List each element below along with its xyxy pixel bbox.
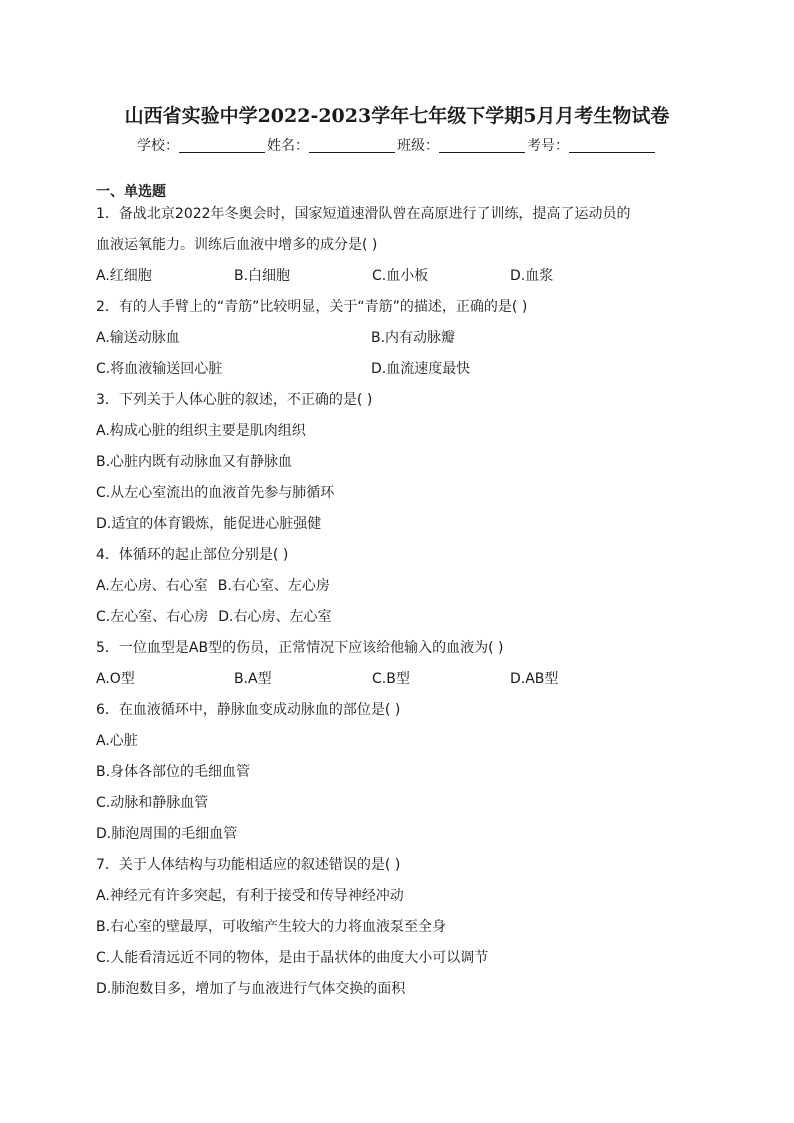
question-4-options-row-2: [96, 604, 706, 635]
question-6-stem: 6．在血液循环中，静脉血变成动脉血的部位是( ): [96, 702, 401, 718]
section-heading: 一、单选题: [96, 184, 166, 200]
question-5-option-d: D.AB型: [510, 671, 559, 687]
exam-number-blank[interactable]: [569, 136, 655, 153]
question-5-option-b: B.A型: [234, 671, 272, 687]
question-5-stem: 5．一位血型是AB型的伤员，正常情况下应该给他输入的血液为( ): [96, 640, 504, 656]
class-blank[interactable]: [439, 136, 525, 153]
school-label: 学校：: [137, 138, 179, 154]
question-2-option-d: D.血流速度最快: [371, 361, 471, 377]
question-3-option-d: D.适宜的体育锻炼，能促进心脏强健: [96, 516, 322, 532]
question-5-option-a: A.O型: [96, 671, 135, 687]
question-list: [96, 201, 706, 1007]
question-4-options-row-1: [96, 573, 706, 604]
question-3-option-c: C.从左心室流出的血液首先参与肺循环: [96, 485, 335, 501]
question-3-option-b: B.心脏内既有动脉血又有静脉血: [96, 454, 293, 470]
exam-number-label: 考号：: [527, 138, 569, 154]
question-5-options: [96, 666, 706, 697]
question-7-option-d: D.肺泡数目多，增加了与血液进行气体交换的面积: [96, 981, 406, 997]
question-2-stem: 2．有的人手臂上的“青筋”比较明显，关于“青筋”的描述，正确的是( ): [96, 299, 528, 315]
name-blank[interactable]: [309, 136, 395, 153]
question-1-option-a: A.红细胞: [96, 268, 152, 284]
question-4-option-a: A.左心房、右心室: [96, 578, 208, 594]
question-7-option-c: C.人能看清远近不同的物体，是由于晶状体的曲度大小可以调节: [96, 950, 489, 966]
question-1-option-c: C.血小板: [372, 268, 429, 284]
school-field: [137, 135, 267, 157]
question-6-option-d: D.肺泡周围的毛细血管: [96, 826, 238, 842]
question-2-options-row-1: [96, 325, 706, 356]
exam-title: 山西省实验中学2022-2023学年七年级下学期5月月考生物试卷: [124, 105, 670, 127]
question-1-option-d: D.血浆: [510, 268, 554, 284]
question-2-option-b: B.内有动脉瓣: [371, 330, 456, 346]
question-3-option-a: A.构成心脏的组织主要是肌肉组织: [96, 423, 306, 439]
question-3-stem: 3．下列关于人体心脏的叙述，不正确的是( ): [96, 392, 373, 408]
name-field: [267, 135, 397, 157]
question-1-options: [96, 263, 706, 294]
class-field: [397, 135, 527, 157]
exam-number-field: [527, 135, 657, 157]
name-label: 姓名：: [267, 138, 309, 154]
class-label: 班级：: [397, 138, 439, 154]
question-7-stem: 7．关于人体结构与功能相适应的叙述错误的是( ): [96, 857, 401, 873]
question-5-option-c: C.B型: [372, 671, 410, 687]
question-2-option-a: A.输送动脉血: [96, 330, 180, 346]
question-2-options-row-2: [96, 356, 706, 387]
question-4-option-c: C.左心室、右心房: [96, 609, 209, 625]
question-4-option-d: D.右心房、左心室: [218, 609, 332, 625]
student-info-line: [0, 135, 794, 157]
question-6-option-a: A.心脏: [96, 733, 138, 749]
question-4-stem: 4．体循环的起止部位分别是( ): [96, 547, 289, 563]
question-7-option-b: B.右心室的壁最厚，可收缩产生较大的力将血液泵至全身: [96, 919, 447, 935]
question-4-option-b: B.右心室、左心房: [217, 578, 330, 594]
question-1-stem-line-1: 1．备战北京2022年冬奥会时，国家短道速滑队曾在高原进行了训练，提高了运动员的: [96, 206, 631, 222]
question-1-stem-line-2: 血液运氧能力。训练后血液中增多的成分是( ): [96, 237, 378, 253]
question-2-option-c: C.将血液输送回心脏: [96, 361, 223, 377]
question-1-option-b: B.白细胞: [234, 268, 291, 284]
question-6-option-b: B.身体各部位的毛细血管: [96, 764, 251, 780]
school-blank[interactable]: [179, 136, 265, 153]
question-7-option-a: A.神经元有许多突起，有利于接受和传导神经冲动: [96, 888, 404, 904]
question-6-option-c: C.动脉和静脉血管: [96, 795, 209, 811]
